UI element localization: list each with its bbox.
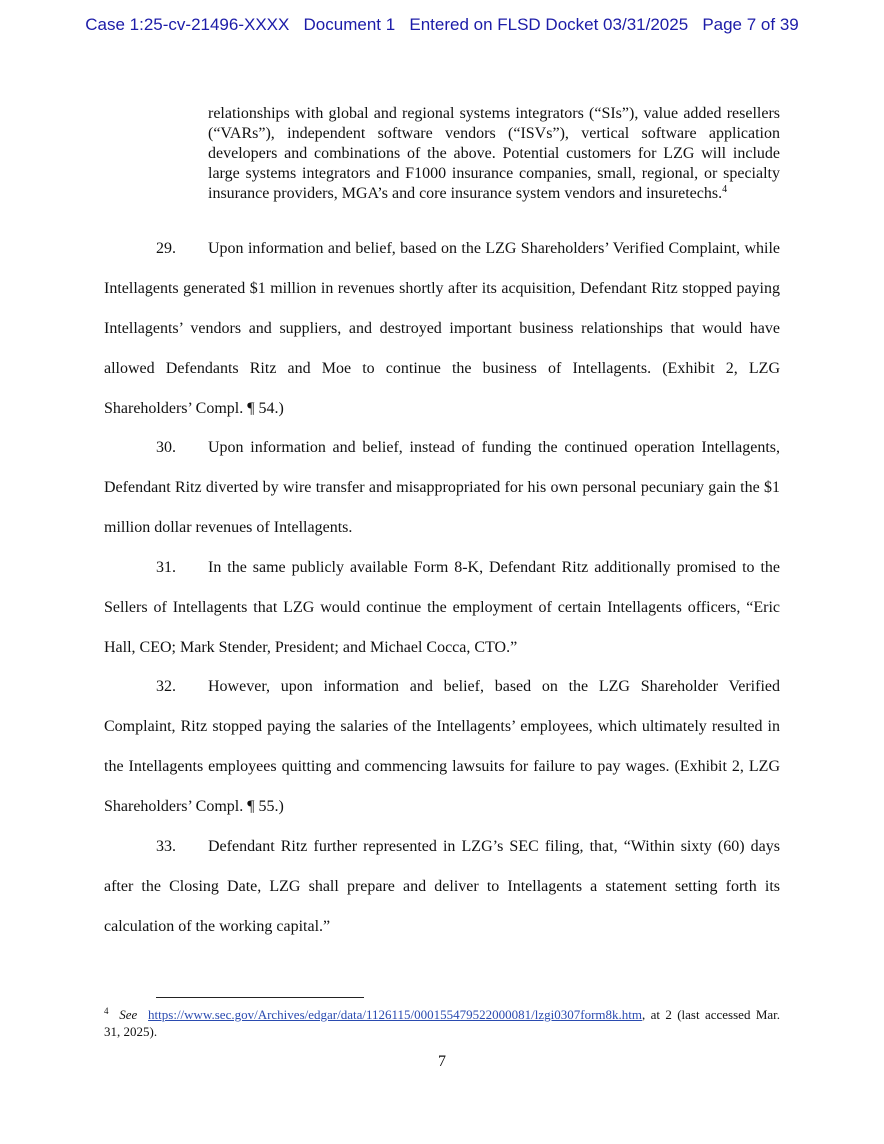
sec-filing-link[interactable]: https://www.sec.gov/Archives/edgar/data/1126115/000155479522000081/lzgi0307form8k.htm xyxy=(148,1007,642,1022)
paragraph-29 xyxy=(104,229,780,429)
page-number: 7 xyxy=(438,1053,446,1070)
paragraph-text: However, upon information and belief, based on the LZG Shareholder Verified Complaint, Ritz stopped paying the salaries of the Intellagents’ employees, which ultimately resulted in the Intellagents employees quitting and commencing lawsuits for failure to pay wages. (Exhibit 2, LZG Shareholders’ Compl. ¶ 55.) xyxy=(104,678,780,815)
paragraph-text: In the same publicly available Form 8-K, Defendant Ritz additionally promised to the Sellers of Intellagents that LZG would continue the employment of certain Intellagents officers, “Eric Hall, CEO; Mark Stender, President; and Michael Cocca, CTO.” xyxy=(104,559,780,656)
footnote-reference-4[interactable]: 4 xyxy=(722,184,728,195)
paragraph-text: Upon information and belief, based on the LZG Shareholders’ Verified Complaint, while Intellagents generated $1 million in revenues shortly after its acquisition, Defendant Ritz stopped paying Intellagents’ vendors and suppliers, and destroyed important business relationships that would have allowed Defendants Ritz and Moe to continue the business of Intellagents. (Exhibit 2, LZG Shareholders’ Compl. ¶ 54.) xyxy=(104,240,780,417)
docket-header-stamp: Case 1:25-cv-21496-XXXX Document 1 Entered on FLSD Docket 03/31/2025 Page 7 of 39 xyxy=(85,15,799,34)
paragraph-31 xyxy=(104,548,780,668)
paragraph-33 xyxy=(104,827,780,947)
footnote-marker: 4 xyxy=(104,1006,109,1016)
paragraph-text: Defendant Ritz further represented in LZG’s SEC filing, that, “Within sixty (60) days after the Closing Date, LZG shall prepare and deliver to Intellagents a statement setting forth its calculation of the working capital.” xyxy=(104,838,780,935)
paragraph-32 xyxy=(104,667,780,827)
paragraph-30 xyxy=(104,428,780,548)
paragraph-number: 32. xyxy=(156,678,176,695)
footnote-trailing-text: , at 2 (last accessed Mar. 31, 2025). xyxy=(104,1007,781,1039)
block-quote xyxy=(208,104,780,204)
paragraph-number: 31. xyxy=(156,559,176,576)
paragraph-text: Upon information and belief, instead of funding the continued operation Intellagents, Defendant Ritz diverted by wire transfer and misappropriated for his own personal pecuniary gain the $1 million dollar revenues of Intellagents. xyxy=(104,439,780,536)
footnote-signal: See xyxy=(119,1007,138,1022)
paragraph-number: 33. xyxy=(156,838,176,855)
paragraph-number: 30. xyxy=(156,439,176,456)
block-quote-text: relationships with global and regional systems integrators (“SIs”), value added resellers (“VARs”), independent software vendors (“ISVs”), vertical software application developers and combinations of the above. Potential customers for LZG will include large systems integrators and F1000 insurance companies, small, regional, or specialty insurance providers, MGA’s and core insurance system vendors and insuretechs. xyxy=(208,105,780,202)
paragraph-number: 29. xyxy=(156,240,176,257)
footnote-separator xyxy=(156,997,364,998)
footnote-4 xyxy=(104,1006,780,1040)
